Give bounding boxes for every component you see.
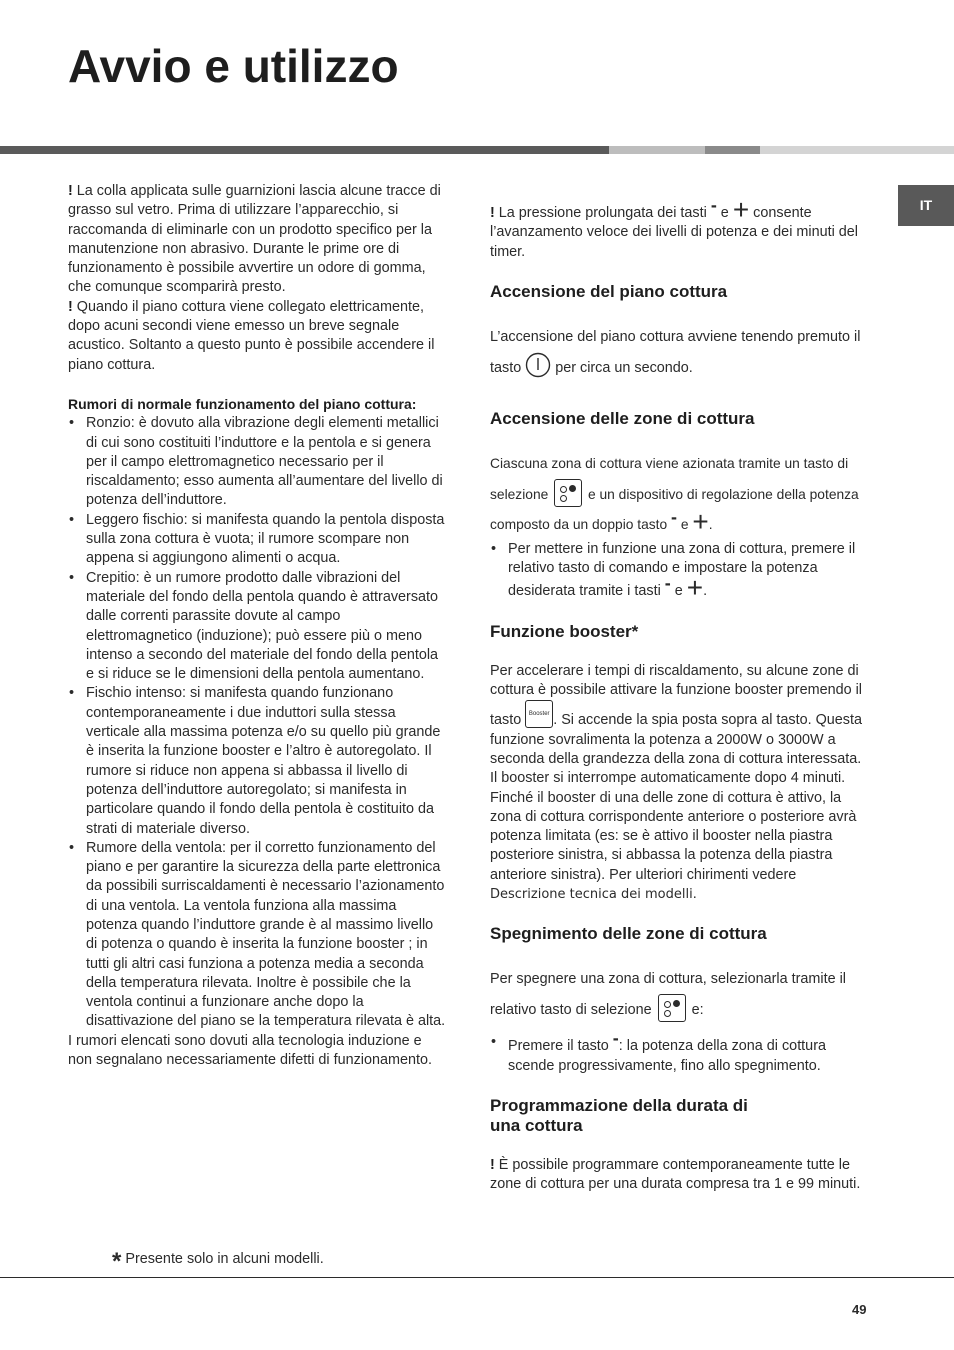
warning-mark: ! [68, 183, 73, 199]
list-item: • Rumore della ventola: per il corretto funzionamento del piano e per garantire la sicurezza della parte elettronica da possibili surriscaldamenti è necessario l’azionamento di una ventola. La ventola funziona alla massima potenza quando l’induttore grande è al massimo livello di potenza o quando è inserita la funzione booster ; in tutti gli altri casi funziona a potenza media a seconda della temperatura rilevata. Inoltre è possibile che la ventola continui a funzionare anche dopo la disattivazione del piano se la temperatura rilevata è alta. [68, 839, 448, 1032]
list-item-text: : la potenza della zona di cottura scende progressivamente, fino allo spegnimento. [508, 1038, 826, 1074]
header-rule-light [609, 146, 705, 154]
note-power [68, 298, 448, 375]
section-text: Per spegnere una zona di cottura, selezionarla tramite il relativo tasto di selezione [490, 971, 846, 1019]
language-tab: IT [898, 185, 954, 226]
header-rule-pale [760, 146, 954, 154]
list-item-text: e [670, 583, 687, 600]
list-item [490, 540, 872, 602]
section-title-zones-on: Accensione delle zone di cottura [490, 408, 755, 428]
left-column [68, 182, 448, 1070]
section-text: e [677, 516, 693, 532]
list-item: • Crepitio: è un rumore prodotto dalle vibrazioni del materiale del fondo della pentola quando è attraversato dalle correnti parassite dovute al campo elettromagnetico (induzione); può essere più o meno intenso a secondo del materiale del fondo della pentola e si riduce se le dimensioni della pentola aumentano. [68, 569, 448, 685]
warning-mark: ! [490, 1156, 495, 1173]
section-title-timer: Programmazione della durata di una cottura [490, 1095, 748, 1135]
asterisk-mark: * [112, 1248, 122, 1275]
warning-mark: ! [490, 205, 495, 221]
section-text: e: [687, 1002, 704, 1019]
list-item: • Ronzio: è dovuto alla vibrazione degli elementi metallici di cui sono costituiti l’induttore e la pentola e si genera per il campo elettromagnetico necessario per il riscaldamento; esso aumenta all’aumentare del livello di potenza dell’induttore. [68, 414, 448, 510]
list-item [490, 1028, 872, 1076]
note-power-text: Quando il piano cottura viene collegato elettricamente, dopo acuni secondi viene emesso un breve segnale acustico. Soltanto a questo punto è possibile accendere il piano cottura. [68, 298, 435, 373]
plus-icon: + [732, 194, 750, 225]
list-item-text: . [703, 583, 708, 600]
page-title: Avvio e utilizzo [68, 40, 399, 92]
plus-icon: + [692, 505, 709, 537]
section-text: . Si accende la spia posta sopra al tasto. Questa funzione sovralimenta la potenza a 2000W o 3000W a seconda della grandezza della zona di cottura interessata. [490, 712, 862, 767]
section-text: per circa un secondo. [551, 359, 693, 376]
footer-rule [0, 1277, 954, 1278]
zone-select-icon [554, 479, 582, 507]
zones-off-list [490, 1028, 872, 1076]
power-icon [525, 352, 551, 389]
section-title-booster: Funzione booster* [490, 621, 639, 641]
zone-select-icon [658, 994, 686, 1022]
list-item: • Fischio intenso: si manifesta quando funzionano contemporaneamente i due induttori sulla stessa verticale alla massima potenza e/o su quello più grande è inserita la funzione booster e l’altro è autoregolato. Il rumore si riduce non appena si abbassa il livello di potenza dell’induttore autoregolato; si manifesta in particolare quando il fondo della pentola è costituito da strati di materiale diverso. [68, 684, 448, 838]
section-text: . [692, 886, 697, 903]
noise-outro: I rumori elencati sono dovuti alla tecnologia induzione e non segnalano necessariamente difetti di funzionamento. [68, 1032, 433, 1069]
section-text-booster-more [490, 769, 872, 904]
minus-icon: - [664, 573, 671, 594]
note-text: consente l’avanzamento veloce dei livelli di potenza e dei minuti del timer. [490, 205, 858, 260]
note-text: La pressione prolungata dei tasti [494, 205, 711, 221]
right-column [490, 194, 872, 1195]
section-title-zones-off: Spegnimento delle zone di cottura [490, 924, 767, 944]
section-text-power-on [490, 322, 872, 389]
zones-on-list [490, 540, 872, 602]
warning-mark: ! [68, 298, 73, 315]
section-text-zones-on [490, 449, 872, 540]
minus-icon: - [671, 506, 678, 527]
section-text: Ciascuna zona di cottura viene azionata tramite un tasto di selezione [490, 455, 849, 502]
note-glue-text: La colla applicata sulle guarnizioni lascia alcune tracce di grasso sul vetro. Prima di utilizzare l’apparecchio, si raccomanda di eliminarle con un prodotto specifico per la manutenzione non abrasivo. Durante le prime ore di funzionamento è possibile avvertire un odore di gomma, che comunque scomparirà presto. [68, 183, 441, 296]
noise-list [68, 414, 448, 1032]
section-text-booster [490, 662, 872, 769]
section-text: È possibile programmare contemporaneamente tutte le zone di cottura per una durata compresa tra 1 e 99 minuti. [490, 1156, 861, 1193]
list-item-text: Per mettere in funzione una zona di cottura, premere il relativo tasto di comando e impostare la potenza desiderata tramite i tasti [508, 540, 856, 600]
list-item-text: Premere il tasto [508, 1038, 613, 1055]
section-text: Per accelerare i tempi di riscaldamento, su alcune zone di cottura è possibile attivare la funzione booster premendo il tasto [490, 662, 862, 729]
page-number: 49 [852, 1302, 867, 1317]
section-text: Il booster si interrompe automaticamente dopo 4 minuti. Finché il booster di una delle zone di cottura è attivo, la zona di cottura corrispondente anteriore o posteriore avrà potenza limitata (es: se è attivo il booster nella piastra posteriore sinistra, si abbassa la potenza della piastra anteriore sinistra). Per ulteriori chirimenti vedere [490, 770, 857, 883]
section-text: L’accensione del piano cottura avviene tenendo premuto il tasto [490, 328, 861, 376]
minus-icon: - [710, 195, 717, 215]
section-text: . [708, 516, 713, 532]
note-long-press [490, 194, 872, 262]
footnote-text: Presente solo in alcuni modelli. [121, 1251, 324, 1267]
plus-icon: + [686, 572, 704, 604]
cross-reference: Descrizione tecnica dei modelli [490, 887, 693, 903]
note-text: e [716, 205, 733, 221]
booster-icon: Booster [525, 700, 553, 728]
header-rule-mid [705, 146, 760, 154]
section-title-power-on: Accensione del piano cottura [490, 281, 728, 301]
footnote [112, 1248, 324, 1275]
note-glue [68, 182, 448, 298]
header-rule-dark [0, 146, 609, 154]
section-text: e un dispositivo di regolazione della potenza composto da un doppio tasto [490, 486, 859, 532]
section-text-zones-off [490, 964, 872, 1025]
section-text-timer [490, 1156, 872, 1195]
noise-heading: Rumori di normale funzionamento del piano cottura: [68, 395, 417, 412]
list-item: • Leggero fischio: si manifesta quando la pentola disposta sulla zona cottura è vuota; il rumore scompare non appena si aggiungono alimenti o acqua. [68, 511, 448, 569]
minus-icon: - [612, 1028, 619, 1049]
